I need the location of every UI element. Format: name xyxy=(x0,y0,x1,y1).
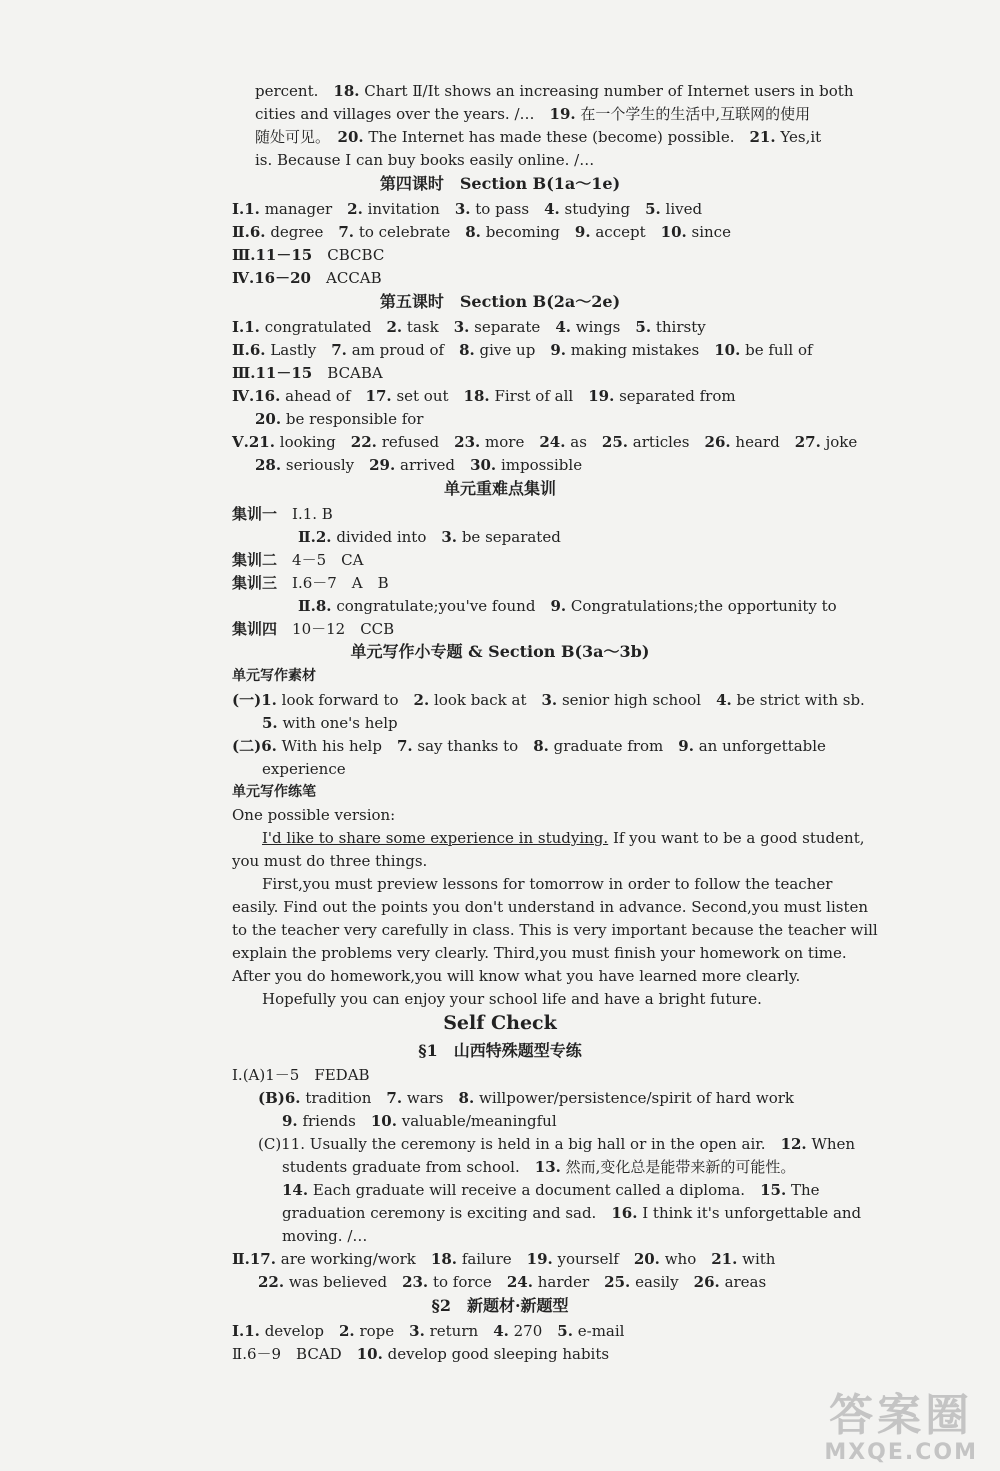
roman-numeral: Ⅱ. xyxy=(232,223,250,241)
section-title: Self Check xyxy=(443,1012,557,1034)
answer-text: congratulated xyxy=(264,318,372,336)
question-number: 20. xyxy=(633,1250,660,1268)
question-number: 3. xyxy=(409,1322,425,1340)
answer-text: friends xyxy=(302,1112,356,1130)
question-range: 11－15 xyxy=(255,246,313,264)
answer-text: Yes,it xyxy=(780,128,822,146)
answer-text: The xyxy=(790,1181,820,1199)
question-number: 6. xyxy=(261,737,277,755)
answer-text: say thanks to xyxy=(417,737,519,755)
intro-line-4: is. Because I can buy books easily online. /… xyxy=(255,151,595,169)
question-number: 3. xyxy=(541,691,558,709)
answer-row xyxy=(262,712,398,734)
answer-text: harder xyxy=(537,1273,590,1291)
answer-text: to pass xyxy=(475,200,530,218)
answer-row xyxy=(232,221,731,243)
answer-text: with xyxy=(742,1250,776,1268)
question-number: 6. xyxy=(249,223,266,241)
answer-text: give up xyxy=(479,341,536,359)
answer-row xyxy=(232,735,826,757)
question-number: 7. xyxy=(386,1089,403,1107)
question-number: 5. xyxy=(645,200,661,218)
question-number: 3. xyxy=(454,200,471,218)
answer-text: 10－12 CCB xyxy=(292,620,395,638)
question-number: 9. xyxy=(574,223,591,241)
roman-numeral: (二) xyxy=(232,737,262,755)
roman-numeral: Ⅰ. xyxy=(232,318,245,336)
answer-text: more xyxy=(485,433,525,451)
answer-text: willpower/persistence/spirit of hard work xyxy=(478,1089,795,1107)
answer-text: be full of xyxy=(745,341,813,359)
question-number: 7. xyxy=(396,737,413,755)
answer-text: looking xyxy=(279,433,336,451)
answer-row xyxy=(232,244,384,266)
answer-row xyxy=(232,1248,775,1270)
question-number: 5. xyxy=(557,1322,573,1340)
answer-text: impossible xyxy=(500,456,583,474)
answer-row xyxy=(258,1133,855,1155)
answer-text: task xyxy=(406,318,439,336)
answer-text: When xyxy=(811,1135,856,1153)
answer-row: Ⅰ.(A)1－5 FEDAB xyxy=(232,1066,370,1084)
essay-line: Hopefully you can enjoy your school life and have a bright future. xyxy=(262,990,762,1008)
answer-text: 270 xyxy=(513,1322,543,1340)
question-number: 19. xyxy=(549,105,576,123)
answer-text: be separated xyxy=(461,528,561,546)
question-number: 18. xyxy=(463,387,490,405)
answer-text: With his help xyxy=(281,737,382,755)
answer-text: be strict with sb. xyxy=(736,691,865,709)
answer-text: seriously xyxy=(285,456,355,474)
question-number: 6. xyxy=(284,1089,301,1107)
answer-text: develop good sleeping habits xyxy=(387,1345,610,1363)
answer-text: becoming xyxy=(485,223,560,241)
question-number: 24. xyxy=(539,433,566,451)
question-number: 8. xyxy=(465,223,481,241)
question-number: 5. xyxy=(262,714,278,732)
question-number: 4. xyxy=(555,318,571,336)
answer-text: develop xyxy=(264,1322,324,1340)
answer-text: 在一个学生的生活中,互联网的使用 xyxy=(580,105,811,123)
answer-text: graduation ceremony is exciting and sad. xyxy=(282,1204,597,1222)
answer-text: return xyxy=(429,1322,479,1340)
section-title: 单元写作小专题 & Section B(3a～3b) xyxy=(350,642,650,661)
answer-row xyxy=(255,454,582,476)
answer-text: are working/work xyxy=(280,1250,416,1268)
essay-line: you must do three things. xyxy=(232,852,428,870)
answer-row xyxy=(282,1179,820,1201)
answer-text: Ⅰ.6－7 A B xyxy=(292,574,389,592)
underlined-sentence: I'd like to share some experience in studying. xyxy=(262,829,609,847)
answer-text: valuable/meaningful xyxy=(401,1112,557,1130)
section-title: 单元重难点集训 xyxy=(443,479,556,498)
answer-row xyxy=(232,362,383,384)
question-number: 3. xyxy=(453,318,470,336)
question-number: 8. xyxy=(459,341,475,359)
answer-text: wings xyxy=(575,318,621,336)
question-number: 5. xyxy=(635,318,652,336)
intro-line-3 xyxy=(255,126,821,148)
question-number: 2. xyxy=(338,1322,355,1340)
answer-row xyxy=(232,431,857,453)
answer-row xyxy=(255,408,423,430)
answer-text: who xyxy=(664,1250,697,1268)
answer-row xyxy=(232,339,813,361)
drill-label: 集训三 xyxy=(232,574,278,592)
answer-text: e-mail xyxy=(577,1322,625,1340)
answer-row xyxy=(232,1320,624,1342)
answer-text: with one's help xyxy=(282,714,398,732)
section-title: §2 新题材·新题型 xyxy=(431,1296,569,1315)
drill-row xyxy=(232,572,389,594)
question-number: 9. xyxy=(550,597,567,615)
answer-text: congratulate;you've found xyxy=(336,597,536,615)
answer-text: studying xyxy=(564,200,631,218)
question-number: 19. xyxy=(526,1250,553,1268)
question-number: 22. xyxy=(350,433,377,451)
subsection-title: 单元写作素材 xyxy=(232,668,316,684)
question-number: 22. xyxy=(258,1273,285,1291)
drill-label: 集训一 xyxy=(232,505,278,523)
text: percent. xyxy=(255,82,319,100)
answer-text: (C)11. Usually the ceremony is held in a big hall or in the open air. xyxy=(258,1135,766,1153)
drill-row xyxy=(232,503,333,525)
question-number: 15. xyxy=(760,1181,787,1199)
roman-numeral: Ⅰ. xyxy=(232,200,245,218)
answer-row xyxy=(258,1271,766,1293)
watermark-title: 答案圈 xyxy=(829,1390,974,1441)
question-number: 10. xyxy=(660,223,687,241)
essay-line: After you do homework,you will know what you have learned more clearly. xyxy=(232,967,801,985)
answer-text: Ⅰ.1. B xyxy=(292,505,333,523)
answer-text: as xyxy=(570,433,587,451)
answer-text: heard xyxy=(735,433,780,451)
question-number: Ⅱ.2. xyxy=(298,528,332,546)
text: 随处可见。 xyxy=(255,128,323,146)
question-number: 9. xyxy=(550,341,566,359)
answer-text: be responsible for xyxy=(285,410,424,428)
question-number: 29. xyxy=(369,456,396,474)
answer-row xyxy=(282,1202,861,1224)
answer-text: areas xyxy=(724,1273,767,1291)
question-number: 10. xyxy=(356,1345,383,1363)
text: cities and villages over the years. /… xyxy=(255,105,535,123)
intro-line-2 xyxy=(255,103,810,125)
answer-row xyxy=(282,1156,795,1178)
roman-numeral: Ⅱ. xyxy=(232,1250,250,1268)
question-number: 16. xyxy=(254,387,281,405)
essay-text: If you want to be a good student, xyxy=(608,829,865,847)
answer-row xyxy=(232,316,706,338)
essay-line: to the teacher very carefully in class. This is very important because the teacher will xyxy=(232,921,878,939)
question-number: 18. xyxy=(430,1250,458,1268)
essay-line: easily. Find out the points you don't understand in advance. Second,you must listen xyxy=(232,898,869,916)
section-title: §1 山西特殊题型专练 xyxy=(418,1041,582,1060)
answer-text: Congratulations;the opportunity to xyxy=(570,597,837,615)
answer-row xyxy=(232,689,865,711)
question-range: 16－20 xyxy=(254,269,311,287)
answer-text: 4－5 CA xyxy=(292,551,364,569)
roman-numeral: Ⅳ. xyxy=(232,387,255,405)
section-title: 第五课时 Section B(2a～2e) xyxy=(379,292,621,311)
watermark-url: MXQE.COM xyxy=(824,1440,978,1465)
question-number: 8. xyxy=(458,1089,475,1107)
answer-text: yourself xyxy=(557,1250,619,1268)
answer-text: 然而,变化总是能带来新的可能性。 xyxy=(565,1158,796,1176)
drill-row xyxy=(298,526,561,548)
answer-text: manager xyxy=(264,200,333,218)
answer-text: I think it's unforgettable and xyxy=(642,1204,862,1222)
answer-row xyxy=(232,267,382,289)
answer-text: set out xyxy=(396,387,449,405)
question-number: 16. xyxy=(611,1204,638,1222)
question-number: 24. xyxy=(506,1273,533,1291)
answer-text: ahead of xyxy=(285,387,351,405)
answer-text: Lastly xyxy=(270,341,317,359)
roman-numeral: Ⅲ. xyxy=(232,246,256,264)
answer-text: easily xyxy=(635,1273,679,1291)
answer-row xyxy=(232,1343,609,1365)
answer-text: articles xyxy=(632,433,690,451)
answer-text: look forward to xyxy=(281,691,399,709)
drill-row xyxy=(232,549,363,571)
answer-text: to celebrate xyxy=(358,223,451,241)
question-number: 25. xyxy=(604,1273,631,1291)
answer-text: arrived xyxy=(400,456,456,474)
roman-numeral: (一) xyxy=(232,691,262,709)
answer-text: Each graduate will receive a document called a diploma. xyxy=(312,1181,746,1199)
answer-text: separated from xyxy=(619,387,736,405)
intro-line-1 xyxy=(255,80,854,102)
question-number: 13. xyxy=(534,1158,561,1176)
answer-text: joke xyxy=(825,433,858,451)
question-number: 26. xyxy=(704,433,731,451)
question-number: 2. xyxy=(386,318,403,336)
answer-text: invitation xyxy=(367,200,440,218)
question-number: 26. xyxy=(693,1273,720,1291)
question-number: 23. xyxy=(402,1273,429,1291)
answer-row xyxy=(258,1087,794,1109)
question-number: 17. xyxy=(249,1250,276,1268)
question-number: 25. xyxy=(601,433,629,451)
question-number: 10. xyxy=(370,1112,397,1130)
question-number: 7. xyxy=(331,341,347,359)
answer-text: wars xyxy=(406,1089,444,1107)
question-number: 20. xyxy=(337,128,364,146)
question-number: 7. xyxy=(338,223,355,241)
answer-text: making mistakes xyxy=(570,341,700,359)
answer-text: refused xyxy=(381,433,440,451)
question-number: 1. xyxy=(244,318,260,336)
roman-numeral: Ⅱ. xyxy=(232,341,250,359)
answer-text: Chart Ⅱ/It shows an increasing number of Internet users in both xyxy=(364,82,854,100)
answer-text: The Internet has made these (become) possible. xyxy=(368,128,735,146)
section-title: 第四课时 Section B(1a～1e) xyxy=(379,174,621,193)
answer-text: graduate from xyxy=(553,737,664,755)
answer-text: separate xyxy=(474,318,541,336)
essay-line: First,you must preview lessons for tomorrow in order to follow the teacher xyxy=(262,875,833,893)
answer-row xyxy=(232,385,736,407)
question-number: 12. xyxy=(780,1135,807,1153)
answer-text: First of all xyxy=(494,387,574,405)
question-number: 9. xyxy=(282,1112,298,1130)
roman-numeral: Ⅴ. xyxy=(232,433,249,451)
answer-text: to force xyxy=(432,1273,492,1291)
answer-text: senior high school xyxy=(561,691,702,709)
subsection-title: 单元写作练笔 xyxy=(232,784,316,800)
drill-label: 集训二 xyxy=(232,551,278,569)
question-number: 18. xyxy=(333,82,360,100)
question-number: 30. xyxy=(470,456,497,474)
roman-numeral: Ⅰ. xyxy=(232,1322,245,1340)
question-number: 1. xyxy=(244,200,260,218)
answer-text: am proud of xyxy=(351,341,445,359)
question-number: 4. xyxy=(716,691,732,709)
answer-row: moving. /… xyxy=(282,1227,368,1245)
question-number: 20. xyxy=(255,410,282,428)
question-number: 27. xyxy=(794,433,821,451)
roman-numeral: (B) xyxy=(258,1089,285,1107)
question-number: 21. xyxy=(749,128,776,146)
drill-row xyxy=(232,618,394,640)
question-number: 10. xyxy=(714,341,741,359)
answer-text: ACCAB xyxy=(326,269,382,287)
answer-text: was believed xyxy=(288,1273,388,1291)
question-number: 21. xyxy=(248,433,275,451)
answer-text: since xyxy=(691,223,731,241)
question-range: 11－15 xyxy=(255,364,313,382)
answer-text: lived xyxy=(665,200,703,218)
question-number: 17. xyxy=(365,387,392,405)
answer-text: accept xyxy=(595,223,646,241)
answer-text: students graduate from school. xyxy=(282,1158,520,1176)
answer-text: look back at xyxy=(433,691,527,709)
answer-text: degree xyxy=(270,223,324,241)
question-number: 4. xyxy=(544,200,560,218)
question-number: 4. xyxy=(493,1322,509,1340)
answer-text: an unforgettable xyxy=(698,737,826,755)
answer-text: divided into xyxy=(336,528,427,546)
drill-label: 集训四 xyxy=(232,620,278,638)
question-number: 8. xyxy=(533,737,549,755)
question-number: 19. xyxy=(588,387,615,405)
roman-numeral: Ⅳ. xyxy=(232,269,255,287)
drill-row xyxy=(298,595,837,617)
answer-text: thirsty xyxy=(655,318,706,336)
answer-row xyxy=(282,1110,557,1132)
answer-text: failure xyxy=(461,1250,512,1268)
answer-text: experience xyxy=(262,760,346,778)
question-number: 3. xyxy=(441,528,458,546)
answer-text: BCABA xyxy=(327,364,383,382)
question-number: 1. xyxy=(261,691,277,709)
answer-text: CBCBC xyxy=(327,246,385,264)
question-number: 9. xyxy=(678,737,694,755)
watermark-logo xyxy=(824,1392,978,1465)
essay-line: explain the problems very clearly. Third,you must finish your homework on time. xyxy=(232,944,847,962)
question-number: Ⅱ.8. xyxy=(298,597,332,615)
question-number: 1. xyxy=(244,1322,260,1340)
roman-numeral: Ⅲ. xyxy=(232,364,256,382)
question-number: 2. xyxy=(347,200,363,218)
question-number: 21. xyxy=(711,1250,738,1268)
answer-text: Ⅱ.6－9 BCAD xyxy=(232,1345,342,1363)
essay-line xyxy=(262,827,865,849)
question-number: 6. xyxy=(249,341,266,359)
question-number: 28. xyxy=(255,456,282,474)
answer-row xyxy=(232,198,702,220)
question-number: 2. xyxy=(413,691,430,709)
question-number: 14. xyxy=(282,1181,309,1199)
answer-text: tradition xyxy=(305,1089,372,1107)
answer-text: rope xyxy=(359,1322,395,1340)
essay-intro: One possible version: xyxy=(232,806,396,824)
question-number: 23. xyxy=(454,433,481,451)
